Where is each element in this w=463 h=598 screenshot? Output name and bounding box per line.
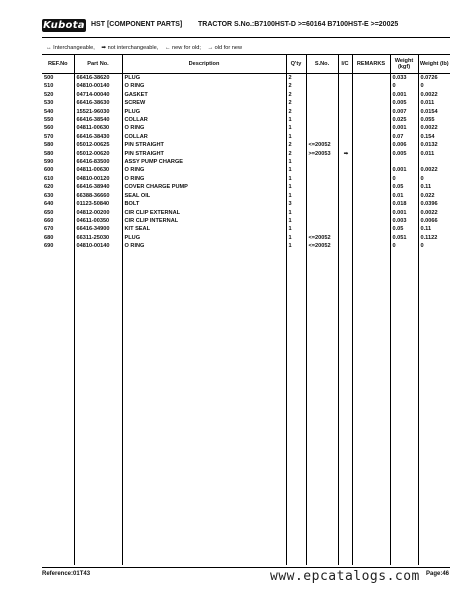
table-row	[42, 217, 450, 225]
cell-description: O RING	[122, 82, 286, 90]
cell-remarks	[352, 150, 390, 158]
cell-remarks	[352, 175, 390, 183]
table-row	[42, 150, 450, 158]
table-row	[42, 192, 450, 200]
cell-serial	[306, 183, 338, 191]
cell-description: BOLT	[122, 200, 286, 208]
legend-old-for-new: → old for new	[207, 45, 243, 51]
cell-ref-no: 640	[44, 201, 54, 208]
cell-serial	[306, 116, 338, 124]
col-description: Description	[122, 55, 286, 74]
cell-description: O RING	[122, 175, 286, 183]
table-row	[42, 175, 450, 183]
cell-qty: 1	[286, 183, 306, 191]
table-row	[42, 183, 450, 191]
page-header	[42, 19, 448, 33]
cell-part-no: 66416-38430	[74, 133, 122, 141]
cell-weight-lb: 0	[418, 175, 450, 183]
cell-weight-lb: 0.022	[418, 192, 450, 200]
cell-weight-kgf: 0	[390, 82, 418, 90]
table-row	[42, 74, 450, 83]
cell-description: O RING	[122, 242, 286, 250]
cell-description: PLUG	[122, 108, 286, 116]
table-row	[42, 108, 450, 116]
cell-weight-kgf: 0.01	[390, 192, 418, 200]
cell-part-no: 15521-96030	[74, 108, 122, 116]
cell-part-no: 05012-00625	[74, 141, 122, 149]
cell-ic	[338, 116, 352, 124]
cell-description: PIN STRAIGHT	[122, 150, 286, 158]
cell-weight-lb: 0.0022	[418, 209, 450, 217]
cell-serial: <=20052	[306, 141, 338, 149]
cell-ic	[338, 133, 352, 141]
cell-weight-lb: 0.011	[418, 150, 450, 158]
cell-description: PLUG	[122, 74, 286, 83]
parts-table-body	[42, 74, 450, 565]
cell-weight-lb: 0.0154	[418, 108, 450, 116]
cell-description: COVER CHARGE PUMP	[122, 183, 286, 191]
cell-part-no: 66416-34900	[74, 225, 122, 233]
cell-qty: 1	[286, 234, 306, 242]
cell-weight-kgf: 0.001	[390, 166, 418, 174]
cell-serial	[306, 99, 338, 107]
cell-weight-lb: 0.0066	[418, 217, 450, 225]
cell-serial	[306, 166, 338, 174]
cell-serial	[306, 225, 338, 233]
cell-ic	[338, 158, 352, 166]
cell-qty: 2	[286, 74, 306, 83]
cell-weight-kgf: 0.018	[390, 200, 418, 208]
cell-weight-lb: 0.0022	[418, 91, 450, 99]
cell-ref-no: 590	[44, 159, 54, 166]
cell-weight-kgf: 0.005	[390, 150, 418, 158]
table-row	[42, 116, 450, 124]
cell-part-no: 66416-83500	[74, 158, 122, 166]
cell-weight-lb: 0.1122	[418, 234, 450, 242]
cell-qty: 1	[286, 242, 306, 250]
cell-ref-no: 530	[44, 100, 54, 107]
cell-qty: 1	[286, 225, 306, 233]
cell-description: COLLAR	[122, 116, 286, 124]
col-weight-kgf: Weight (kgf)	[390, 55, 418, 74]
table-row	[42, 158, 450, 166]
cell-qty: 3	[286, 200, 306, 208]
cell-weight-lb: 0.0396	[418, 200, 450, 208]
cell-qty: 1	[286, 209, 306, 217]
table-row	[42, 225, 450, 233]
cell-ref-no: 580	[44, 150, 54, 157]
table-row	[42, 209, 450, 217]
cell-qty: 1	[286, 124, 306, 132]
table-row	[42, 133, 450, 141]
reference-code: Reference:01T43	[42, 571, 91, 577]
table-row	[42, 82, 450, 90]
cell-weight-kgf: 0.001	[390, 209, 418, 217]
cell-weight-lb: 0	[418, 242, 450, 250]
cell-remarks	[352, 158, 390, 166]
cell-qty: 1	[286, 116, 306, 124]
cell-weight-kgf: 0.025	[390, 116, 418, 124]
cell-part-no: 04810-00140	[74, 242, 122, 250]
cell-qty: 1	[286, 217, 306, 225]
cell-remarks	[352, 166, 390, 174]
cell-serial	[306, 108, 338, 116]
table-row	[42, 242, 450, 250]
cell-serial: <=20052	[306, 242, 338, 250]
cell-ref-no: 560	[44, 125, 54, 132]
cell-ic	[338, 183, 352, 191]
cell-weight-lb: 0	[418, 82, 450, 90]
cell-part-no: 04810-00140	[74, 82, 122, 90]
col-part-no: Part No.	[74, 55, 122, 74]
cell-remarks	[352, 200, 390, 208]
table-row	[42, 234, 450, 242]
cell-remarks	[352, 74, 390, 83]
cell-part-no: 66416-38940	[74, 183, 122, 191]
cell-ref-no: 600	[44, 167, 54, 174]
cell-qty: 2	[286, 99, 306, 107]
cell-ic	[338, 234, 352, 242]
cell-serial	[306, 192, 338, 200]
cell-description: O RING	[122, 124, 286, 132]
table-row	[42, 141, 450, 149]
cell-weight-kgf: 0.07	[390, 133, 418, 141]
cell-ic	[338, 141, 352, 149]
cell-weight-kgf: 0.001	[390, 124, 418, 132]
cell-weight-kgf: 0.005	[390, 99, 418, 107]
cell-qty: 2	[286, 150, 306, 158]
cell-qty: 1	[286, 175, 306, 183]
header-rule	[42, 37, 450, 38]
cell-ref-no: 550	[44, 117, 54, 124]
cell-description: ASSY PUMP CHARGE	[122, 158, 286, 166]
table-row	[42, 200, 450, 208]
cell-serial: <=20052	[306, 234, 338, 242]
cell-ic	[338, 217, 352, 225]
cell-serial	[306, 158, 338, 166]
cell-remarks	[352, 91, 390, 99]
cell-part-no: 04611-00350	[74, 217, 122, 225]
cell-weight-lb: 0.0132	[418, 141, 450, 149]
cell-description: O RING	[122, 166, 286, 174]
cell-weight-lb: 0.011	[418, 99, 450, 107]
cell-part-no: 04811-00630	[74, 124, 122, 132]
cell-weight-kgf: 0	[390, 242, 418, 250]
cell-ref-no: 650	[44, 209, 54, 216]
cell-remarks	[352, 242, 390, 250]
cell-qty: 1	[286, 158, 306, 166]
cell-ic	[338, 124, 352, 132]
col-ic: I/C	[338, 55, 352, 74]
cell-description: PLUG	[122, 234, 286, 242]
footer-rule	[42, 567, 450, 568]
cell-weight-kgf: 0.006	[390, 141, 418, 149]
table-row	[42, 99, 450, 107]
cell-part-no: 66311-25030	[74, 234, 122, 242]
col-qty: Q'ty	[286, 55, 306, 74]
cell-part-no: 01123-50840	[74, 200, 122, 208]
cell-ic	[338, 225, 352, 233]
cell-description: KIT SEAL	[122, 225, 286, 233]
cell-remarks	[352, 225, 390, 233]
cell-ref-no: 610	[44, 175, 54, 182]
page-number: Page:46	[426, 571, 450, 577]
cell-ic	[338, 74, 352, 83]
cell-ref-no: 520	[44, 91, 54, 98]
cell-weight-lb: 0.11	[418, 225, 450, 233]
cell-weight-lb: 0.0726	[418, 74, 450, 83]
cell-part-no: 66416-38540	[74, 116, 122, 124]
col-ref-no: REF.No	[42, 55, 74, 74]
cell-ic	[338, 91, 352, 99]
table-header-row	[42, 55, 450, 74]
cell-ic: ➡	[338, 150, 352, 158]
model-title: TRACTOR S.No.:B7100HST-D >=60164 B7100HST-E >=20025	[198, 21, 399, 28]
cell-qty: 1	[286, 192, 306, 200]
cell-serial	[306, 209, 338, 217]
cell-ic	[338, 166, 352, 174]
cell-part-no: 04812-00200	[74, 209, 122, 217]
cell-qty: 2	[286, 91, 306, 99]
table-row	[42, 91, 450, 99]
cell-weight-lb: 0.055	[418, 116, 450, 124]
legend-not-interchangeable: ➡ not interchangeable,	[101, 45, 159, 51]
cell-description: SEAL OIL	[122, 192, 286, 200]
cell-weight-kgf: 0	[390, 175, 418, 183]
table-row	[42, 124, 450, 132]
cell-ref-no: 690	[44, 243, 54, 250]
cell-description: CIR CLIP INTERNAL	[122, 217, 286, 225]
cell-ic	[338, 99, 352, 107]
col-weight-lb: Weight (lb)	[418, 55, 450, 74]
cell-ic	[338, 82, 352, 90]
cell-weight-kgf: 0.001	[390, 91, 418, 99]
cell-weight-kgf: 0.051	[390, 234, 418, 242]
cell-serial	[306, 74, 338, 83]
cell-remarks	[352, 234, 390, 242]
cell-description: GASKET	[122, 91, 286, 99]
interchange-legend	[46, 45, 247, 51]
cell-serial: >=20053	[306, 150, 338, 158]
col-serial: S.No.	[306, 55, 338, 74]
legend-interchangeable: ↔ Interchangeable,	[46, 45, 95, 51]
section-title: HST [COMPONENT PARTS]	[91, 21, 183, 28]
cell-weight-kgf: 0.007	[390, 108, 418, 116]
cell-remarks	[352, 82, 390, 90]
cell-remarks	[352, 209, 390, 217]
cell-serial	[306, 124, 338, 132]
cell-ref-no: 630	[44, 192, 54, 199]
cell-ic	[338, 200, 352, 208]
watermark-url: www.epcatalogs.com	[270, 569, 420, 584]
cell-ref-no: 620	[44, 184, 54, 191]
cell-part-no: 66416-38630	[74, 99, 122, 107]
cell-remarks	[352, 124, 390, 132]
cell-ref-no: 540	[44, 108, 54, 115]
cell-ic	[338, 108, 352, 116]
cell-part-no: 66416-38620	[74, 74, 122, 83]
cell-weight-lb: 0.11	[418, 183, 450, 191]
cell-ref-no: 680	[44, 234, 54, 241]
cell-remarks	[352, 141, 390, 149]
cell-weight-kgf: 0.003	[390, 217, 418, 225]
cell-qty: 2	[286, 108, 306, 116]
cell-serial	[306, 175, 338, 183]
cell-part-no: 66388-36660	[74, 192, 122, 200]
cell-ic	[338, 242, 352, 250]
cell-serial	[306, 133, 338, 141]
cell-remarks	[352, 192, 390, 200]
cell-remarks	[352, 99, 390, 107]
cell-qty: 1	[286, 166, 306, 174]
table-row	[42, 166, 450, 174]
cell-qty: 2	[286, 141, 306, 149]
col-remarks: REMARKS	[352, 55, 390, 74]
cell-ic	[338, 175, 352, 183]
cell-ic	[338, 192, 352, 200]
cell-ic	[338, 209, 352, 217]
cell-part-no: 04810-00120	[74, 175, 122, 183]
table-filler-row	[42, 251, 450, 565]
cell-ref-no: 570	[44, 133, 54, 140]
cell-serial	[306, 91, 338, 99]
cell-weight-kgf	[390, 158, 418, 166]
cell-remarks	[352, 133, 390, 141]
cell-serial	[306, 82, 338, 90]
cell-ref-no: 580	[44, 142, 54, 149]
cell-weight-lb	[418, 158, 450, 166]
kubota-logo: Kubota	[43, 20, 85, 31]
cell-part-no: 04714-00040	[74, 91, 122, 99]
cell-ref-no: 510	[44, 83, 54, 90]
cell-serial	[306, 200, 338, 208]
cell-part-no: 04811-00630	[74, 166, 122, 174]
cell-remarks	[352, 108, 390, 116]
cell-serial	[306, 217, 338, 225]
legend-new-for-old: ← new for old;	[164, 45, 201, 51]
cell-description: SCREW	[122, 99, 286, 107]
cell-weight-kgf: 0.05	[390, 183, 418, 191]
cell-weight-lb: 0.0022	[418, 124, 450, 132]
cell-description: CIR CLIP EXTERNAL	[122, 209, 286, 217]
cell-remarks	[352, 183, 390, 191]
cell-remarks	[352, 217, 390, 225]
cell-remarks	[352, 116, 390, 124]
cell-part-no: 05012-00620	[74, 150, 122, 158]
cell-qty: 2	[286, 82, 306, 90]
cell-description: PIN STRAIGHT	[122, 141, 286, 149]
cell-description: COLLAR	[122, 133, 286, 141]
parts-table	[42, 55, 450, 565]
cell-ref-no: 500	[44, 75, 54, 81]
cell-weight-lb: 0.154	[418, 133, 450, 141]
cell-weight-kgf: 0.033	[390, 74, 418, 83]
cell-weight-lb: 0.0022	[418, 166, 450, 174]
cell-qty: 1	[286, 133, 306, 141]
cell-weight-kgf: 0.05	[390, 225, 418, 233]
cell-ref-no: 670	[44, 226, 54, 233]
cell-ref-no: 660	[44, 217, 54, 224]
